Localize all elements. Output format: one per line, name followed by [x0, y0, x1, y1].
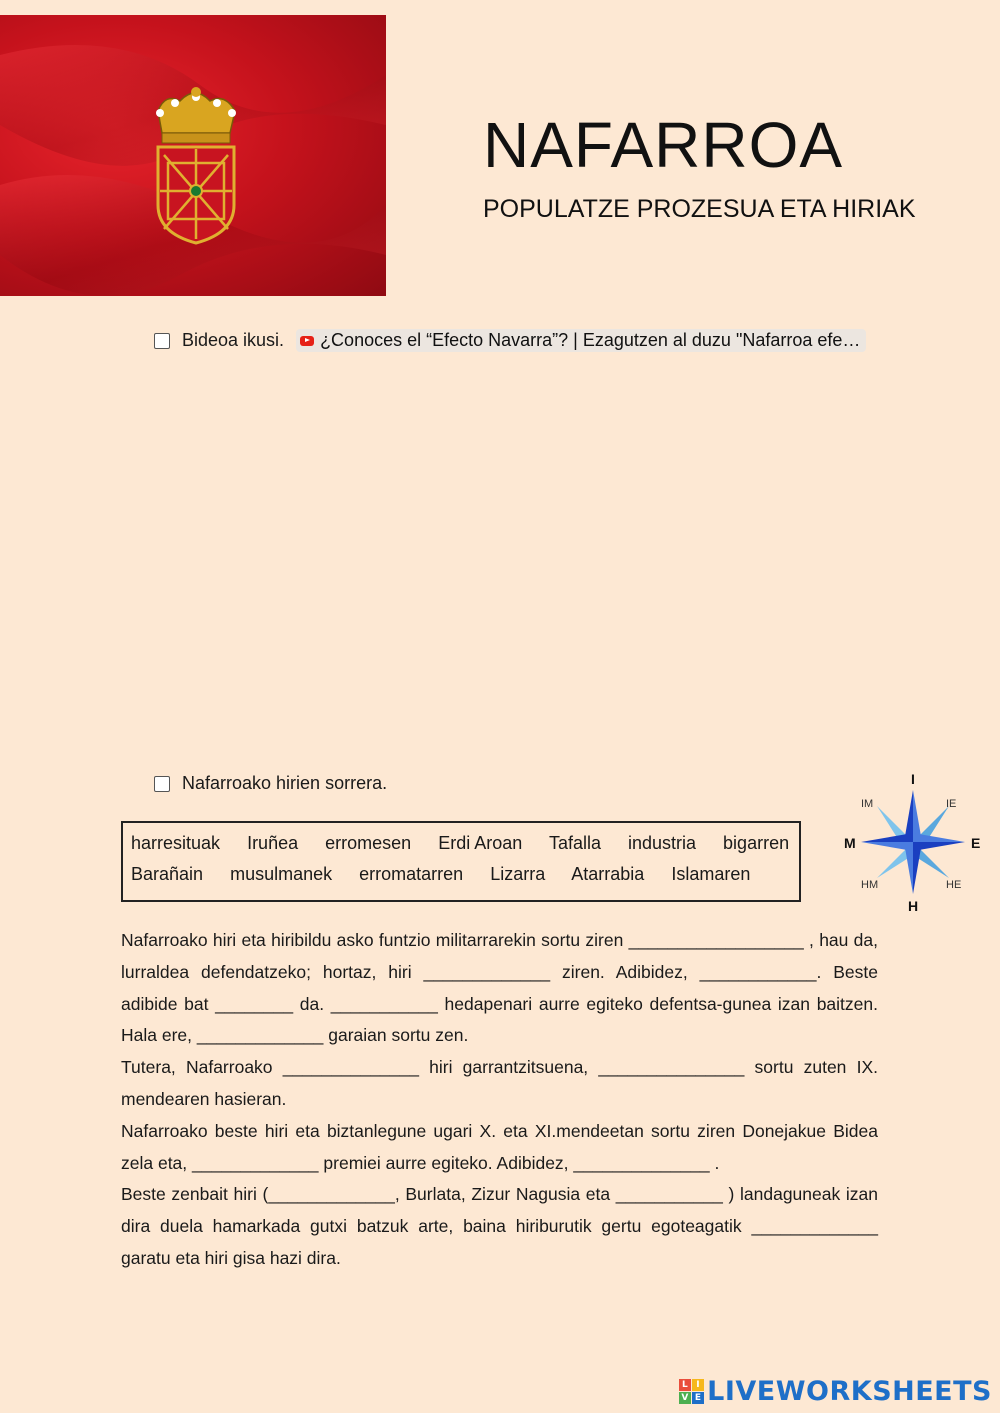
paragraph-4: Beste zenbait hiri (_____________, Burlata, Zizur Nagusia eta ___________ ) landaguneak izan dira duela hamarkada gutxi batzuk arte, baina hiriburutik gertu egoteagatik _____________ garatu eta hiri gisa hazi dira.	[121, 1184, 878, 1268]
paragraph-2: Tutera, Nafarroako ______________ hiri garrantzitsuena, _______________ sortu zuten IX. mendearen hasieran.	[121, 1057, 878, 1109]
word-bank	[121, 821, 801, 902]
compass-east-label: E	[971, 835, 981, 851]
word-bank-item: musulmanek	[230, 864, 333, 884]
word-bank-item: harresituak	[131, 833, 221, 853]
compass-northeast-label: IE	[946, 798, 957, 810]
word-bank-item: Barañain	[131, 864, 204, 884]
section-checkbox[interactable]	[154, 776, 170, 792]
compass-southeast-label: HE	[946, 879, 962, 891]
word-bank-row-2	[131, 864, 772, 885]
word-bank-item: Erdi Aroan	[438, 833, 523, 853]
word-bank-item: Tafalla	[548, 833, 601, 853]
section-task-label: Nafarroako hirien sorrera.	[182, 773, 388, 793]
navarra-flag-image	[0, 15, 386, 296]
youtube-icon	[300, 336, 314, 346]
liveworksheets-logo[interactable]	[679, 1376, 992, 1407]
video-checkbox[interactable]	[154, 333, 170, 349]
compass-southwest-label: HM	[861, 879, 879, 891]
paragraph-3: Nafarroako beste hiri eta biztanlegune ugari X. eta XI.mendeetan sortu ziren Donejakue Bidea zela eta, _____________ premiei aurre egiteko. Adibidez, ______________ .	[121, 1120, 878, 1173]
video-link[interactable]	[296, 329, 866, 352]
word-bank-item: Iruñea	[247, 833, 299, 853]
video-task-label: Bideoa ikusi.	[182, 330, 285, 350]
word-bank-item: Lizarra	[490, 864, 546, 884]
word-bank-item: bigarren	[723, 833, 790, 853]
liveworksheets-logo-icon: L I V E	[679, 1379, 704, 1404]
liveworksheets-brand-text: LIVEWORKSHEETS	[707, 1376, 992, 1407]
exercise-text	[121, 925, 878, 1275]
paragraph-1: Nafarroako hiri eta hiribildu asko funtzio militarrarekin sortu ziren __________________ , hau da, lurraldea defendatzeko; hortaz, hiri _____________ ziren. Adibidez, ____________. Beste adibide bat ________ da. ___________ hedapenari aurre egiteko defentsa-gunea izan baitzen. Hala ere, _____________ garaian sortu zen.	[121, 930, 878, 1046]
compass-northwest-label: IM	[861, 798, 874, 810]
page-subtitle: POPULATZE PROZESUA ETA HIRIAK	[483, 195, 916, 223]
word-bank-item: Atarrabia	[571, 864, 645, 884]
page-title: NAFARROA	[483, 109, 844, 181]
video-link-text: ¿Conoces el “Efecto Navarra”? | Ezagutzen al duzu "Nafarroa efe…	[320, 330, 861, 350]
compass-south-label: H	[907, 898, 919, 912]
word-bank-item: Islamaren	[671, 864, 751, 884]
compass-north-label: I	[911, 771, 915, 787]
word-bank-item: erromesen	[325, 833, 412, 853]
compass-west-label: M	[844, 835, 856, 851]
compass-rose-icon	[838, 770, 988, 912]
video-task-row	[154, 329, 866, 352]
word-bank-item: industria	[627, 833, 697, 853]
shield-icon	[158, 147, 234, 243]
section-task-row	[154, 773, 387, 794]
word-bank-row-1	[131, 833, 811, 854]
word-bank-item: erromatarren	[359, 864, 464, 884]
